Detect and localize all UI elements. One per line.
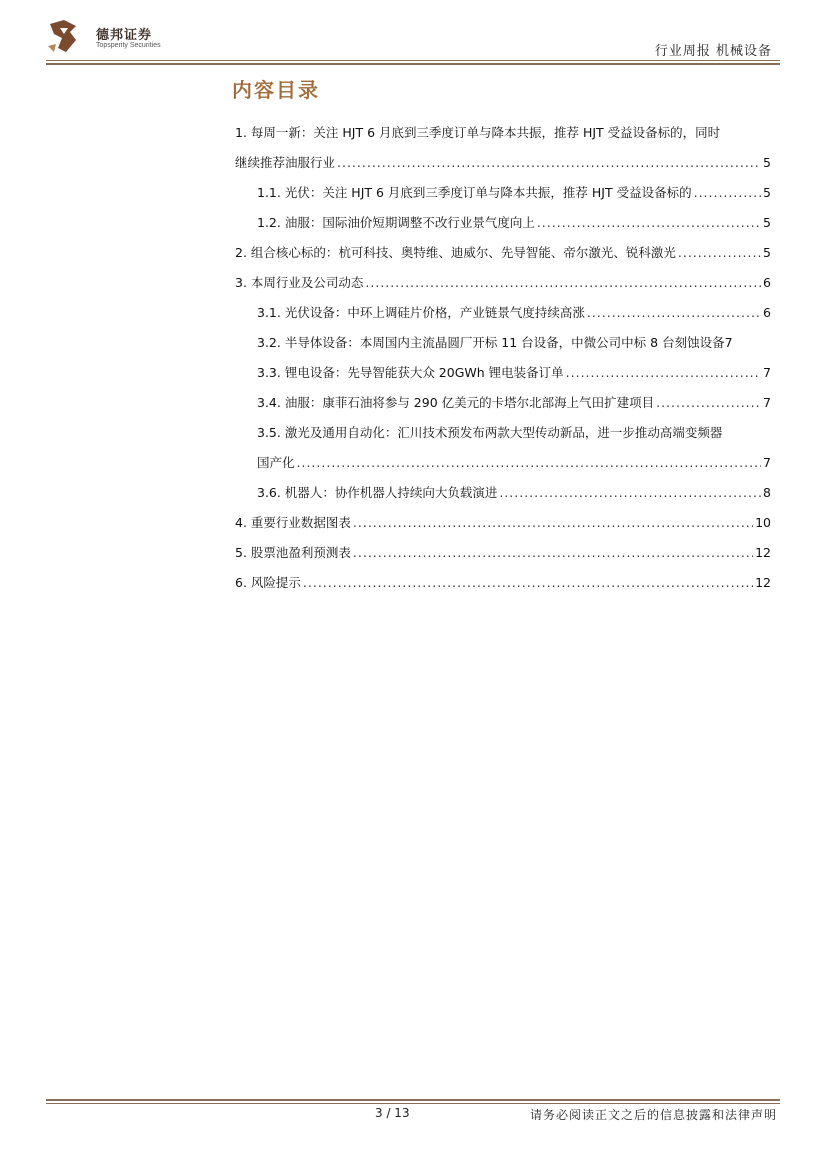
toc-entry-text: 3. 本周行业及公司动态 (235, 275, 364, 290)
logo-text-en: Topsperity Securities (96, 42, 161, 49)
footer-disclaimer: 请务必阅读正文之后的信息披露和法律声明 (529, 1108, 777, 1122)
toc-entry-1-2[interactable] (257, 208, 771, 238)
toc-entry-text: 4. 重要行业数据图表 (235, 515, 351, 530)
leader-dots (365, 268, 761, 298)
toc-entry-1-1[interactable] (257, 178, 771, 208)
leader-dots (566, 358, 761, 388)
toc-entry-3-4[interactable] (257, 388, 771, 418)
toc-entry-3-5[interactable] (257, 418, 771, 448)
toc-entry-3-3[interactable] (257, 358, 771, 388)
toc-entry-1[interactable] (235, 118, 771, 148)
toc-entry-3[interactable] (235, 268, 771, 298)
toc-entry-6[interactable] (235, 568, 771, 598)
toc-entry-text: 6. 风险提示 (235, 575, 301, 590)
toc-page-number: 5 (763, 155, 771, 170)
toc-entry-text: 3.4. 油服：康菲石油将参与 290 亿美元的卡塔尔北部海上气田扩建项目 (257, 395, 655, 410)
toc-entry-text: 1.2. 油服：国际油价短期调整不改行业景气度向上 (257, 215, 535, 230)
toc-entry-text: 5. 股票池盈利预测表 (235, 545, 351, 560)
toc-page-number: 12 (755, 545, 771, 560)
logo-icon (46, 18, 82, 54)
toc-entry-text: 国产化 (257, 455, 295, 470)
toc-page-number: 7 (763, 395, 771, 410)
company-logo (46, 18, 216, 54)
footer-divider-thick (46, 1099, 780, 1101)
toc-page-number: 7 (724, 335, 733, 350)
leader-dots (587, 298, 761, 328)
toc-entry-3-6[interactable] (257, 478, 771, 508)
toc-entry-2[interactable] (235, 238, 771, 268)
toc-entry-text: 3.5. 激光及通用自动化：汇川技术预发布两款大型传动新品，进一步推动高端变频器 (257, 425, 723, 440)
toc-page-number: 12 (755, 575, 771, 590)
footer-divider (46, 1103, 780, 1104)
leader-dots (353, 538, 753, 568)
toc-page-number: 5 (763, 185, 771, 200)
toc-entry-3-5-cont[interactable] (257, 448, 771, 478)
leader-dots (303, 568, 753, 598)
toc-entry-5[interactable] (235, 538, 771, 568)
leader-dots (694, 178, 761, 208)
leader-dots (337, 148, 761, 178)
toc-entry-text: 3.6. 机器人：协作机器人持续向大负载演进 (257, 485, 498, 500)
toc-page-number: 5 (763, 215, 771, 230)
toc-entry-text: 1. 每周一新：关注 HJT 6 月底到三季度订单与降本共振，推荐 HJT 受益设备标的，同时 (235, 125, 721, 140)
toc-title: 内容目录 (232, 78, 320, 102)
toc-entry-3-1[interactable] (257, 298, 771, 328)
header-divider-thick (46, 63, 780, 65)
table-of-contents (235, 118, 771, 598)
toc-page-number: 7 (763, 455, 771, 470)
logo-text-cn: 德邦证券 (96, 28, 153, 43)
toc-entry-text: 1.1. 光伏：关注 HJT 6 月底到三季度订单与降本共振，推荐 HJT 受益设备标的 (257, 185, 692, 200)
toc-page-number: 8 (763, 485, 771, 500)
page-number: 3 / 13 (375, 1106, 410, 1120)
header-divider (46, 60, 780, 61)
toc-page-number: 5 (763, 245, 771, 260)
report-category: 行业周报 机械设备 (654, 44, 772, 59)
toc-entry-text: 3.2. 半导体设备：本周国内主流晶圆厂开标 11 台设备，中微公司中标 8 台刻蚀设备 (257, 335, 725, 350)
toc-page-number: 10 (755, 515, 771, 530)
toc-entry-text: 2. 组合核心标的：杭可科技、奥特维、迪威尔、先导智能、帝尔激光、锐科激光 (235, 245, 676, 260)
toc-entry-text: 继续推荐油服行业 (235, 155, 336, 170)
leader-dots (499, 478, 761, 508)
toc-entry-text: 3.1. 光伏设备：中环上调硅片价格，产业链景气度持续高涨 (257, 305, 585, 320)
leader-dots (678, 238, 761, 268)
leader-dots (537, 208, 761, 238)
toc-entry-3-2[interactable] (257, 328, 771, 358)
toc-entry-text: 3.3. 锂电设备：先导智能获大众 20GWh 锂电装备订单 (257, 365, 564, 380)
toc-page-number: 6 (763, 305, 771, 320)
leader-dots (353, 508, 753, 538)
toc-page-number: 6 (763, 275, 771, 290)
leader-dots (297, 448, 762, 478)
leader-dots (656, 388, 761, 418)
toc-page-number: 7 (763, 365, 771, 380)
toc-entry-4[interactable] (235, 508, 771, 538)
toc-entry-1-cont[interactable] (235, 148, 771, 178)
page-header (0, 0, 827, 70)
